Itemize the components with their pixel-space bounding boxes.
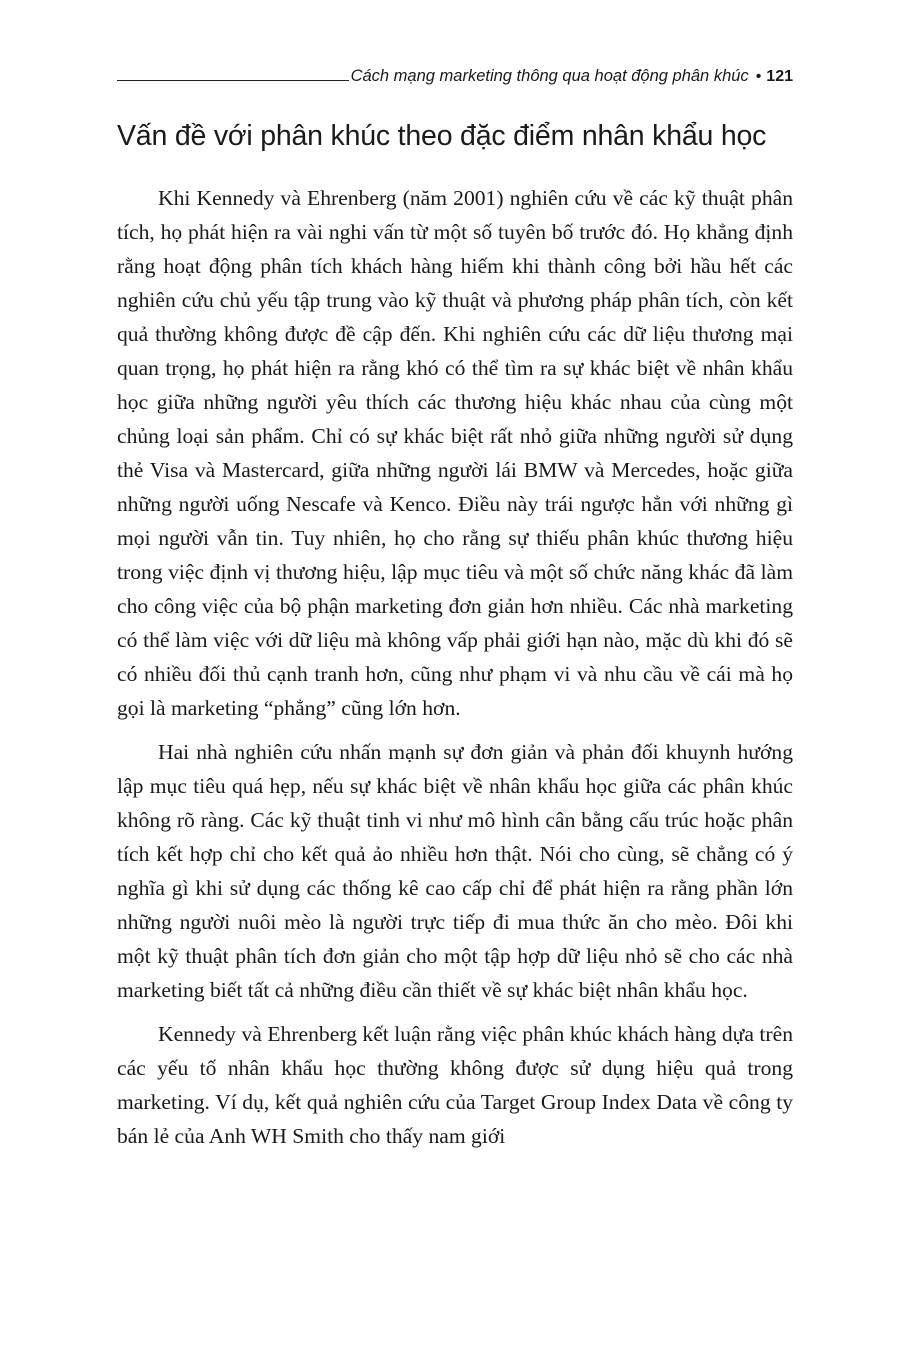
paragraph: Khi Kennedy và Ehrenberg (năm 2001) nghiên cứu về các kỹ thuật phân tích, họ phát hiện ra vài nghi vấn từ một số tuyên bố trước đó. Họ khẳng định rằng hoạt động phân tích khách hàng hiếm khi thành công bởi hầu hết các nghiên cứu chủ yếu tập trung vào kỹ thuật và phương pháp phân tích, còn kết quả thường không được đề cập đến. Khi nghiên cứu các dữ liệu thương mại quan trọng, họ phát hiện ra rằng khó có thể tìm ra sự khác biệt về nhân khẩu học giữa những người yêu thích các thương hiệu khác nhau của cùng một chủng loại sản phẩm. Chỉ có sự khác biệt rất nhỏ giữa những người sử dụng thẻ Visa và Mastercard, giữa những người lái BMW và Mercedes, hoặc giữa những người uống Nescafe và Kenco. Điều này trái ngược hẳn với những gì mọi người vẫn tin. Tuy nhiên, họ cho rằng sự thiếu phân khúc thương hiệu trong việc định vị thương hiệu, lập mục tiêu và một số chức năng khác đã làm cho công việc của bộ phận marketing đơn giản hơn nhiều. Các nhà marketing có thể làm việc với dữ liệu mà không vấp phải giới hạn nào, mặc dù khi đó sẽ có nhiều đối thủ cạnh tranh hơn, cũng như phạm vi và nhu cầu về cái mà họ gọi là marketing “phẳng” cũng lớn hơn. [117, 186, 793, 720]
header-rule [117, 80, 349, 81]
header-bullet: • [755, 68, 762, 85]
body-text [117, 181, 793, 1153]
running-header-title: Cách mạng marketing thông qua hoạt động phân khúc [350, 67, 749, 85]
page-number: 121 [766, 68, 793, 85]
paragraph: Kennedy và Ehrenberg kết luận rằng việc phân khúc khách hàng dựa trên các yếu tố nhân khẩu học thường không được sử dụng hiệu quả trong marketing. Ví dụ, kết quả nghiên cứu của Target Group Index Data về công ty bán lẻ của Anh WH Smith cho thấy nam giới [117, 1022, 793, 1148]
running-header [117, 62, 793, 86]
paragraph: Hai nhà nghiên cứu nhấn mạnh sự đơn giản và phản đối khuynh hướng lập mục tiêu quá hẹp, nếu sự khác biệt về nhân khẩu học giữa các phân khúc không rõ ràng. Các kỹ thuật tinh vi như mô hình cân bằng cấu trúc hoặc phân tích kết hợp chỉ cho kết quả ảo nhiều hơn thật. Nói cho cùng, sẽ chẳng có ý nghĩa gì khi sử dụng các thống kê cao cấp chỉ để phát hiện ra rằng phần lớn những người nuôi mèo là người trực tiếp đi mua thức ăn cho mèo. Đôi khi một kỹ thuật phân tích đơn giản cho một tập hợp dữ liệu nhỏ sẽ cho các nhà marketing biết tất cả những điều cần thiết về sự khác biệt nhân khẩu học. [117, 740, 793, 1002]
section-heading: Vấn đề với phân khúc theo đặc điểm nhân khẩu học [117, 120, 767, 152]
